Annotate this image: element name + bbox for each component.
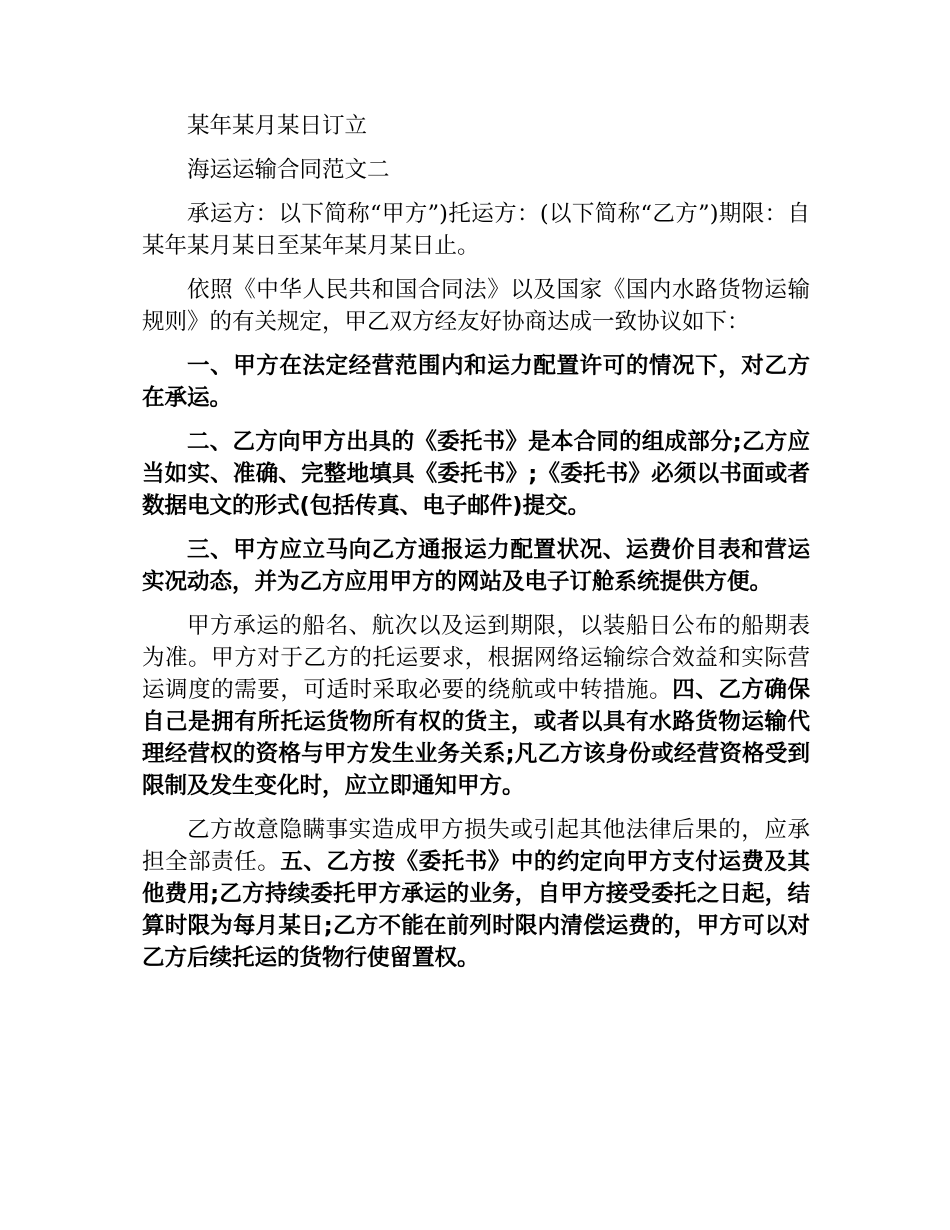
clause-1: 一、甲方在法定经营范围内和运力配置许可的情况下，对乙方在承运。: [142, 353, 810, 411]
clause-5: 五、乙方按《委托书》中的约定向甲方支付运费及其他费用;乙方持续委托甲方承运的业务，自甲方接受委托之日起，结算时限为每月某日;乙方不能在前列时限内清偿运费的，甲方可以对乙方后续托运的货物行使留置权。: [142, 849, 810, 971]
clause-3-detail-paragraph: [142, 610, 810, 802]
clause-3-detail: 甲方承运的船名、航次以及运到期限，以装船日公布的船期表为准。甲方对于乙方的托运要求，根据网络运输综合效益和实际营运调度的需要，可适时采取必要的绕航或中转措施。: [142, 613, 810, 703]
parties-paragraph: 承运方：以下简称“甲方”)托运方：(以下简称“乙方”)期限：自某年某月某日至某年某月某日止。: [142, 201, 810, 259]
date-line: 某年某月某日订立: [187, 113, 368, 139]
clause-4-detail-paragraph: [142, 814, 810, 974]
clause-2: 二、乙方向甲方出具的《委托书》是本合同的组成部分;乙方应当如实、准确、完整地填具《委托书》;《委托书》必须以书面或者数据电文的形式(包括传真、电子邮件)提交。: [142, 429, 810, 519]
document-title: 海运运输合同范文二: [187, 157, 390, 183]
preamble-paragraph: 依照《中华人民共和国合同法》以及国家《国内水路货物运输规则》的有关规定，甲乙双方经友好协商达成一致协议如下：: [142, 277, 810, 335]
clause-3: 三、甲方应立马向乙方通报运力配置状况、运费价目表和营运实况动态，并为乙方应用甲方的网站及电子订舱系统提供方便。: [142, 537, 810, 595]
document-body: [142, 110, 810, 974]
clause-4: 四、乙方确保自己是拥有所托运货物所有权的货主，或者以具有水路货物运输代理经营权的资格与甲方发生业务关系;凡乙方该身份或经营资格受到限制及发生变化时，应立即通知甲方。: [142, 677, 810, 799]
clause-4-detail: 乙方故意隐瞒事实造成甲方损失或引起其他法律后果的，应承担全部责任。: [142, 817, 810, 875]
